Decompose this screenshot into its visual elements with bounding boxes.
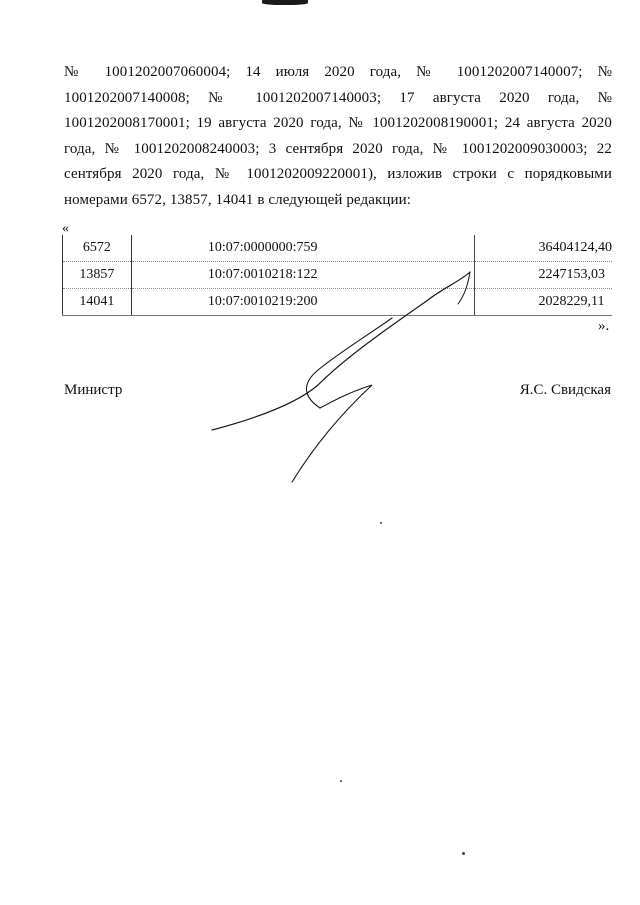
signer-name: Я.С. Свидская: [519, 382, 611, 398]
scan-speck: [340, 780, 342, 782]
cadastral-value: 36404124,40: [474, 235, 612, 262]
cadastral-number: 10:07:0010218:122: [131, 262, 474, 289]
scan-speck: [380, 522, 382, 524]
table-row: [63, 262, 613, 289]
cadastral-number: 10:07:0010219:200: [131, 289, 474, 316]
scan-speck: [462, 852, 465, 855]
open-quote: «: [62, 221, 69, 236]
row-number: 6572: [63, 235, 132, 262]
cadastral-number: 10:07:0000000:759: [131, 235, 474, 262]
cadastral-value: 2028229,11: [474, 289, 612, 316]
table-row: [63, 289, 613, 316]
close-quote: ».: [598, 318, 610, 334]
amendment-table: [62, 235, 612, 316]
scan-edge-mark: [262, 0, 308, 5]
body-paragraph: № 1001202007060004; 14 июля 2020 года, № 1001202007140007; № 1001202007140008; № 1001202007140003; 17 августа 2020 года, № 1001202008170001; 19 августа 2020 года, № 1001202008190001; 24 августа 2020 года, № 1001202008240003; 3 сентября 2020 года, № 1001202009030003; 22 сентября 2020 года, № 1001202009220001), изложив строки с порядковыми номерами 6572, 13857, 14041 в следующей редакции:: [64, 64, 612, 208]
row-number: 14041: [63, 289, 132, 316]
signer-role: Министр: [64, 382, 123, 398]
row-number: 13857: [63, 262, 132, 289]
table-row: [63, 235, 613, 262]
cadastral-value: 2247153,03: [474, 262, 612, 289]
